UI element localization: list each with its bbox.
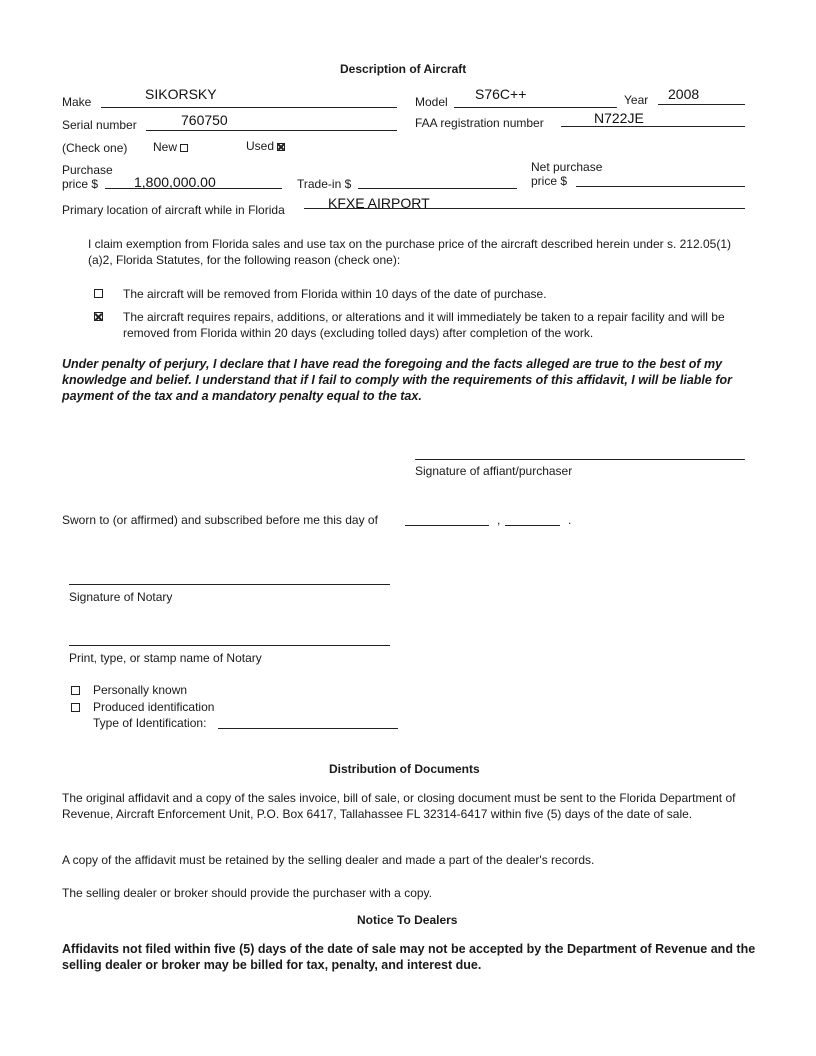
model-underline [454, 107, 617, 108]
trade-in-field[interactable] [358, 188, 517, 189]
new-option[interactable] [153, 140, 188, 154]
sworn-year-field[interactable] [505, 525, 560, 526]
used-label: Used [246, 139, 275, 153]
serial-field[interactable]: 760750 [181, 112, 228, 128]
sworn-comma: , [497, 513, 501, 527]
distribution-p3: The selling dealer or broker should provide the purchaser with a copy. [62, 886, 432, 900]
exemption-intro: I claim exemption from Florida sales and use tax on the purchase price of the aircraft described herein under s. 212.05(1)(a)2, Florida Statutes, for the following reason (check one): [88, 237, 732, 267]
location-field[interactable]: KFXE AIRPORT [328, 195, 430, 211]
produced-id-checkbox[interactable] [71, 703, 80, 712]
notice-text: Affidavits not filed within five (5) days of the date of sale may not be accepted by the Department of Revenue and the selling dealer or broker may be billed for tax, penalty, and interest due. [62, 942, 756, 972]
make-label: Make [62, 95, 92, 109]
sworn-date-field[interactable] [405, 525, 489, 526]
distribution-heading: Distribution of Documents [329, 762, 480, 776]
produced-id-label: Produced identification [93, 700, 215, 714]
serial-label: Serial number [62, 118, 137, 132]
year-label: Year [624, 93, 649, 107]
notary-signature-line[interactable] [69, 584, 390, 585]
sworn-text: Sworn to (or affirmed) and subscribed before me this day of [62, 513, 378, 527]
year-field[interactable]: 2008 [668, 86, 700, 102]
notice-heading: Notice To Dealers [357, 913, 458, 927]
option1-text: The aircraft will be removed from Florida within 10 days of the date of purchase. [123, 287, 547, 301]
notary-signature-label: Signature of Notary [69, 590, 173, 604]
faa-field[interactable]: N722JE [594, 110, 644, 126]
net-purchase-label: Net purchase price $ [531, 160, 603, 188]
faa-label: FAA registration number [415, 116, 544, 130]
affiant-signature-line[interactable] [415, 459, 745, 460]
model-label: Model [415, 95, 448, 109]
check-one-label: (Check one) [62, 141, 128, 155]
sworn-period: . [568, 513, 572, 527]
option2-text: The aircraft requires repairs, additions, or alterations and it will immediately be taken to a repair facility and will be removed from Florida within 20 days (excluding tolled days) after completion of the work. [123, 310, 725, 340]
id-type-label: Type of Identification: [93, 716, 207, 730]
id-type-field[interactable] [218, 728, 398, 729]
trade-in-label: Trade-in $ [297, 177, 352, 191]
model-field[interactable]: S76C++ [475, 86, 527, 102]
new-label: New [153, 140, 178, 154]
faa-underline [561, 126, 745, 127]
used-option[interactable] [246, 139, 285, 153]
used-checkbox[interactable] [277, 143, 285, 151]
notary-name-label: Print, type, or stamp name of Notary [69, 651, 262, 665]
affiant-signature-label: Signature of affiant/purchaser [415, 464, 573, 478]
notary-name-line[interactable] [69, 645, 390, 646]
net-purchase-field[interactable] [576, 186, 745, 187]
perjury-statement: Under penalty of perjury, I declare that I have read the foregoing and the facts alleged are true to the best of my knowledge and belief. I understand that if I fail to comply with the requirements of this affidavit, I will be liable for payment of the tax and a mandatory penalty equal to the tax. [62, 357, 732, 403]
personally-known-checkbox[interactable] [71, 686, 80, 695]
personally-known-label: Personally known [93, 683, 188, 697]
serial-underline [146, 130, 397, 131]
distribution-p2: A copy of the affidavit must be retained by the selling dealer and made a part of the dealer's records. [62, 853, 595, 867]
distribution-p1: The original affidavit and a copy of the sales invoice, bill of sale, or closing document must be sent to the Florida Department of Revenue, Aircraft Enforcement Unit, P.O. Box 6417, Tallahassee FL 32314-6417 within five (5) days of the date of sale. [62, 791, 736, 821]
purchase-price-label: Purchase price $ [62, 163, 113, 191]
location-label: Primary location of aircraft while in Florida [62, 203, 285, 217]
option2-checkbox[interactable] [94, 312, 103, 321]
make-field[interactable]: SIKORSKY [145, 86, 217, 102]
form-title: Description of Aircraft [340, 62, 467, 76]
purchase-price-field[interactable]: 1,800,000.00 [134, 174, 216, 190]
option1-checkbox[interactable] [94, 289, 103, 298]
new-checkbox[interactable] [180, 144, 188, 152]
make-underline [101, 107, 397, 108]
year-underline [658, 104, 745, 105]
